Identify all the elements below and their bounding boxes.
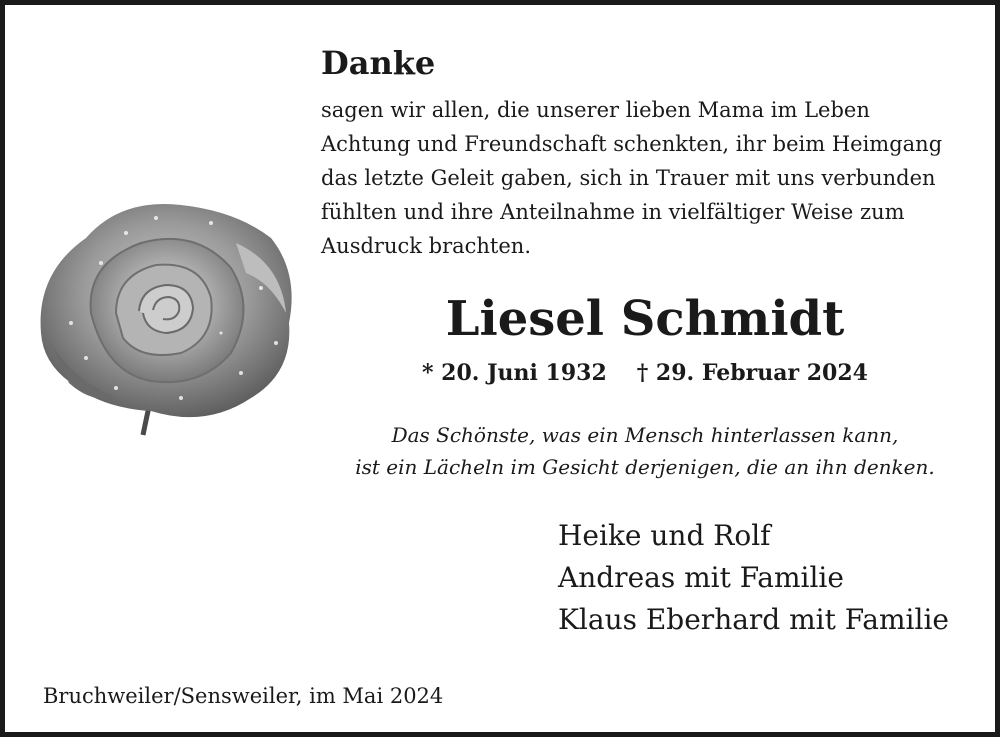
thanks-text <box>321 93 981 263</box>
thanks-line: Ausdruck brachten. <box>321 234 531 258</box>
thanks-line: das letzte Geleit gaben, sich in Trauer mit uns verbunden <box>321 166 936 190</box>
family-line: Heike und Rolf <box>558 519 771 552</box>
family-signatures <box>558 515 949 641</box>
rose-icon <box>31 193 301 438</box>
thanks-line: fühlten und ihre Anteilnahme in vielfältiger Weise zum <box>321 200 905 224</box>
thanks-line: Achtung und Freundschaft schenkten, ihr beim Heimgang <box>321 132 943 156</box>
place-date: Bruchweiler/Sensweiler, im Mai 2024 <box>43 684 444 708</box>
family-line: Klaus Eberhard mit Familie <box>558 603 949 636</box>
memorial-quote <box>305 419 985 483</box>
family-line: Andreas mit Familie <box>558 561 844 594</box>
heading: Danke <box>321 44 436 82</box>
thanks-line: sagen wir allen, die unserer lieben Mama im Leben <box>321 98 870 122</box>
deceased-name: Liesel Schmidt <box>445 291 845 347</box>
quote-line: Das Schönste, was ein Mensch hinterlassen kann, <box>391 423 899 447</box>
death-date: † 29. Februar 2024 <box>636 360 868 386</box>
life-dates <box>345 357 945 389</box>
birth-date: * 20. Juni 1932 <box>422 360 607 386</box>
quote-line: ist ein Lächeln im Gesicht derjenigen, die an ihn denken. <box>355 455 935 479</box>
